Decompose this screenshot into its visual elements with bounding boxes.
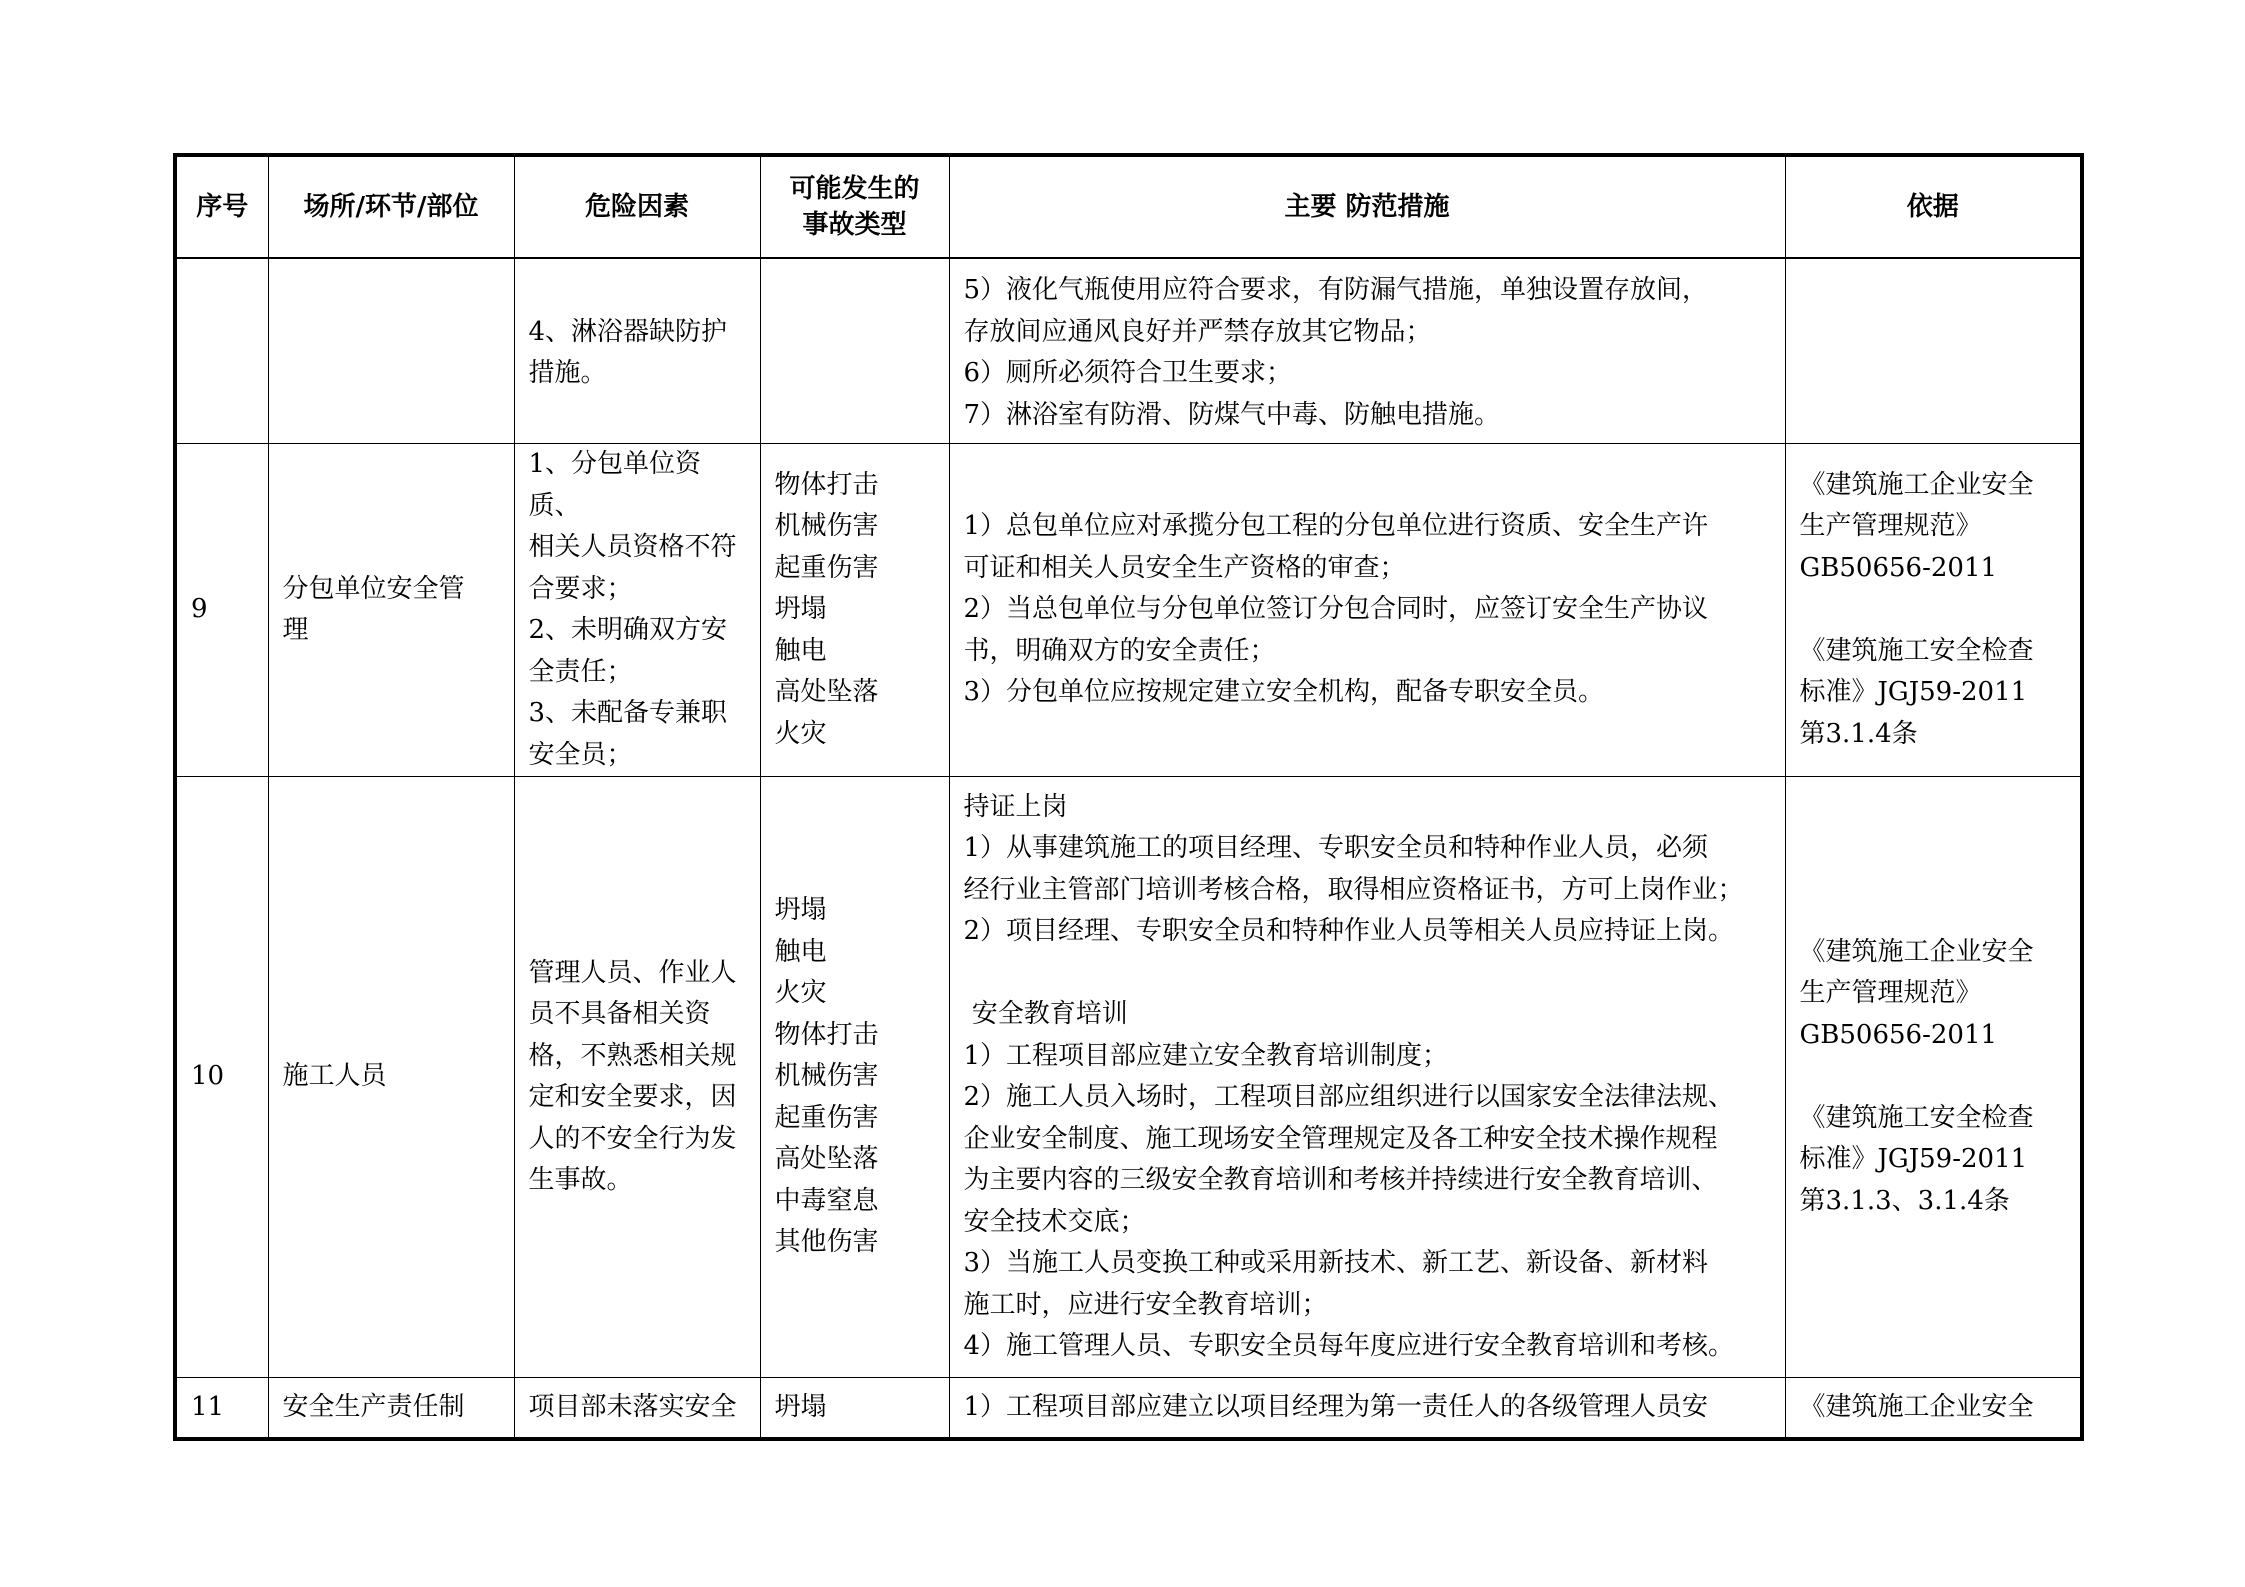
table-row bbox=[175, 777, 2082, 1378]
table-row bbox=[175, 1378, 2082, 1440]
header-hazard: 危险因素 bbox=[514, 155, 760, 258]
row-index: 11 bbox=[175, 1378, 268, 1440]
row-measures: 1）总包单位应对承揽分包工程的分包单位进行资质、安全生产许 可证和相关人员安全生产资格的审查； 2）当总包单位与分包单位签订分包合同时，应签订安全生产协议 书，明确双方的安全责任； 3）分包单位应按规定建立安全机构，配备专职安全员。 bbox=[949, 444, 1785, 777]
table-row bbox=[175, 258, 2082, 444]
row-basis: 《建筑施工企业安全 bbox=[1785, 1378, 2082, 1440]
header-basis: 依据 bbox=[1785, 155, 2082, 258]
row-accident-type: 坍塌 bbox=[760, 1378, 949, 1440]
row-basis: 《建筑施工企业安全 生产管理规范》 GB50656-2011 《建筑施工安全检查 标准》JGJ59-2011 第3.1.3、3.1.4条 bbox=[1785, 777, 2082, 1378]
risk-table bbox=[173, 153, 2084, 1441]
header-location: 场所/环节/部位 bbox=[268, 155, 514, 258]
row-basis: 《建筑施工企业安全 生产管理规范》 GB50656-2011 《建筑施工安全检查 标准》JGJ59-2011 第3.1.4条 bbox=[1785, 444, 2082, 777]
row-accident-type: 物体打击 机械伤害 起重伤害 坍塌 触电 高处坠落 火灾 bbox=[760, 444, 949, 777]
row-index: 9 bbox=[175, 444, 268, 777]
header-index: 序号 bbox=[175, 155, 268, 258]
header-accident-type-label: 可能发生的 事故类型 bbox=[789, 174, 920, 240]
row-accident-type: 坍塌 触电 火灾 物体打击 机械伤害 起重伤害 高处坠落 中毒窒息 其他伤害 bbox=[760, 777, 949, 1378]
row-accident-type bbox=[760, 258, 949, 444]
row-location: 施工人员 bbox=[268, 777, 514, 1378]
row-index: 10 bbox=[175, 777, 268, 1378]
row-hazard: 项目部未落实安全 bbox=[514, 1378, 760, 1440]
row-basis bbox=[1785, 258, 2082, 444]
row-hazard: 管理人员、作业人 员不具备相关资 格，不熟悉相关规 定和安全要求，因 人的不安全行为发 生事故。 bbox=[514, 777, 760, 1378]
row-measures: 持证上岗 1）从事建筑施工的项目经理、专职安全员和特种作业人员，必须 经行业主管部门培训考核合格，取得相应资格证书，方可上岗作业； 2）项目经理、专职安全员和特种作业人员等相关人员应持证上岗。 安全教育培训 1）工程项目部应建立安全教育培训制度； 2）施工人员入场时，工程项目部应组织进行以国家安全法律法规、 企业安全制度、施工现场安全管理规定及各工种安全技术操作规程 为主要内容的三级安全教育培训和考核并持续进行安全教育培训、 安全技术交底； 3）当施工人员变换工种或采用新技术、新工艺、新设备、新材料 施工时，应进行安全教育培训； 4）施工管理人员、专职安全员每年度应进行安全教育培训和考核。 bbox=[949, 777, 1785, 1378]
row-location: 分包单位安全管 理 bbox=[268, 444, 514, 777]
row-location bbox=[268, 258, 514, 444]
row-location: 安全生产责任制 bbox=[268, 1378, 514, 1440]
table-row bbox=[175, 444, 2082, 777]
row-measures: 1）工程项目部应建立以项目经理为第一责任人的各级管理人员安 bbox=[949, 1378, 1785, 1440]
row-hazard: 1、分包单位资质、 相关人员资格不符 合要求； 2、未明确双方安 全责任； 3、未配备专兼职 安全员； bbox=[514, 444, 760, 777]
row-measures: 5）液化气瓶使用应符合要求，有防漏气措施，单独设置存放间， 存放间应通风良好并严禁存放其它物品； 6）厕所必须符合卫生要求； 7）淋浴室有防滑、防煤气中毒、防触电措施。 bbox=[949, 258, 1785, 444]
row-hazard: 4、淋浴器缺防护 措施。 bbox=[514, 258, 760, 444]
header-measures: 主要 防范措施 bbox=[949, 155, 1785, 258]
table-header-row bbox=[175, 155, 2082, 258]
row-index bbox=[175, 258, 268, 444]
header-accident-type bbox=[760, 155, 949, 258]
